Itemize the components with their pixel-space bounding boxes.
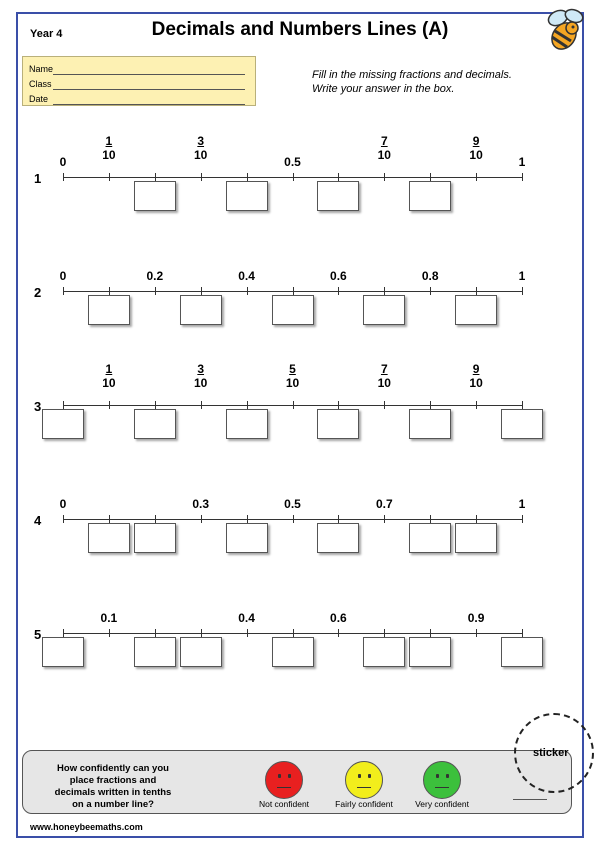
fraction-numerator: 1 — [105, 134, 113, 148]
answer-box[interactable] — [134, 637, 176, 667]
face-eye — [368, 774, 371, 778]
answer-box[interactable] — [226, 523, 268, 553]
confidence-question: How confidently can you place fractions and decimals written in tenths on a number line? — [54, 763, 172, 810]
confidence-panel — [22, 750, 572, 814]
fraction-label — [186, 134, 216, 162]
number-line-tick — [476, 173, 477, 181]
number-line-tick — [430, 629, 431, 637]
answer-box[interactable] — [317, 181, 359, 211]
number-line-tick — [109, 173, 110, 181]
number-line-tick — [201, 173, 202, 181]
fraction-numerator: 3 — [197, 134, 205, 148]
answer-box[interactable] — [180, 295, 222, 325]
number-line-tick — [384, 629, 385, 637]
answer-box[interactable] — [134, 523, 176, 553]
page-title: Decimals and Numbers Lines (A) — [151, 19, 449, 40]
number-line-tick — [430, 287, 431, 295]
face-eye — [436, 774, 439, 778]
number-line-tick — [201, 401, 202, 409]
number-line-tick — [63, 287, 64, 295]
answer-box[interactable] — [42, 637, 84, 667]
answer-box[interactable] — [88, 523, 130, 553]
fraction-denominator: 10 — [194, 376, 208, 390]
number-line-tick — [247, 287, 248, 295]
answer-box[interactable] — [226, 409, 268, 439]
fraction-label — [94, 362, 124, 390]
question-number: 1 — [34, 171, 42, 186]
answer-box[interactable] — [363, 637, 405, 667]
number-line-tick — [63, 515, 64, 523]
fraction-label — [369, 362, 399, 390]
decimal-label: 0.7 — [375, 497, 393, 511]
number-line-tick — [476, 287, 477, 295]
neutral-face-icon[interactable] — [345, 761, 383, 799]
number-line-tick — [63, 401, 64, 409]
number-line-tick — [63, 629, 64, 637]
decimal-label: 0 — [59, 155, 67, 169]
fraction-label — [186, 362, 216, 390]
decimal-label: 0.6 — [330, 611, 347, 625]
confidence-label: Very confident — [415, 799, 469, 809]
decimal-label: 0.3 — [192, 497, 210, 511]
fraction-label — [94, 134, 124, 162]
answer-box[interactable] — [180, 637, 222, 667]
fraction-label — [278, 362, 308, 390]
class-field[interactable] — [53, 89, 245, 90]
number-line-tick — [522, 401, 523, 409]
answer-box[interactable] — [409, 181, 451, 211]
decimal-label: 0 — [59, 269, 67, 283]
fraction-denominator: 10 — [377, 376, 391, 390]
question-number: 4 — [34, 513, 42, 528]
fraction-denominator: 10 — [194, 148, 208, 162]
fraction-denominator: 10 — [102, 376, 116, 390]
decimal-label: 0.2 — [146, 269, 164, 283]
number-line-tick — [430, 515, 431, 523]
number-line-tick — [430, 173, 431, 181]
answer-box[interactable] — [226, 181, 268, 211]
decimal-label: 1 — [518, 155, 526, 169]
number-line-tick — [201, 629, 202, 637]
answer-box[interactable] — [272, 295, 314, 325]
answer-box[interactable] — [134, 409, 176, 439]
class-label: Class — [29, 79, 52, 89]
decimal-label: 0.5 — [284, 497, 301, 511]
number-line-tick — [63, 173, 64, 181]
fraction-denominator: 10 — [469, 148, 483, 162]
date-label: Date — [29, 94, 49, 104]
answer-box[interactable] — [134, 181, 176, 211]
number-line-tick — [338, 401, 339, 409]
face-eye — [278, 774, 281, 778]
confidence-label: Not confident — [258, 799, 310, 809]
fraction-numerator: 5 — [289, 362, 296, 376]
number-line-tick — [522, 173, 523, 181]
fraction-numerator: 1 — [105, 362, 113, 376]
number-line-tick — [155, 287, 156, 295]
answer-box[interactable] — [363, 295, 405, 325]
face-eye — [446, 774, 449, 778]
happy-face-icon[interactable] — [423, 761, 461, 799]
instruction-line: Fill in the missing fractions and decimals. — [312, 69, 512, 81]
answer-box[interactable] — [409, 523, 451, 553]
number-line-tick — [522, 287, 523, 295]
decimal-label: 1 — [518, 269, 526, 283]
fraction-denominator: 10 — [469, 376, 483, 390]
number-line-tick — [338, 173, 339, 181]
number-line-tick — [476, 629, 477, 637]
name-class-date-box — [22, 56, 256, 106]
year-label: Year 4 — [30, 28, 63, 40]
number-line-tick — [155, 173, 156, 181]
sad-face-icon[interactable] — [265, 761, 303, 799]
instruction-line: Write your answer in the box. — [312, 83, 455, 95]
decimal-label: 0.5 — [284, 155, 301, 169]
question-number: 3 — [34, 399, 42, 414]
number-line-tick — [476, 515, 477, 523]
face-mouth — [435, 787, 449, 788]
answer-box[interactable] — [409, 637, 451, 667]
number-line-tick — [384, 287, 385, 295]
decimal-label: 0.9 — [467, 611, 485, 625]
number-line-tick — [384, 515, 385, 523]
name-label: Name — [29, 64, 54, 74]
fraction-numerator: 3 — [197, 362, 205, 376]
face-mouth — [277, 787, 291, 788]
decimal-label: 0.1 — [100, 611, 118, 625]
number-line-tick — [247, 401, 248, 409]
number-line-tick — [384, 173, 385, 181]
fraction-label — [461, 362, 491, 390]
number-line-tick — [293, 515, 294, 523]
number-line-tick — [247, 629, 248, 637]
decimal-label: 0.8 — [421, 269, 439, 283]
number-line-tick — [155, 629, 156, 637]
number-line-tick — [522, 515, 523, 523]
fraction-label — [369, 134, 399, 162]
question-number: 2 — [34, 285, 42, 300]
fraction-numerator: 7 — [380, 362, 388, 376]
fraction-numerator: 9 — [472, 362, 480, 376]
number-line-tick — [522, 629, 523, 637]
decimal-label: 0.6 — [330, 269, 347, 283]
face-mouth — [357, 787, 371, 788]
question-number: 5 — [34, 627, 42, 642]
number-line-tick — [201, 287, 202, 295]
decimal-label: 0.4 — [238, 269, 255, 283]
answer-box[interactable] — [455, 295, 497, 325]
fraction-denominator: 10 — [377, 148, 391, 162]
number-line-tick — [109, 515, 110, 523]
sticker-line — [513, 799, 547, 800]
number-line-tick — [476, 401, 477, 409]
answer-box[interactable] — [409, 409, 451, 439]
number-line-tick — [338, 629, 339, 637]
decimal-label: 0 — [59, 497, 67, 511]
number-line-tick — [155, 401, 156, 409]
fraction-numerator: 9 — [472, 134, 480, 148]
number-line-tick — [155, 515, 156, 523]
number-line-tick — [384, 401, 385, 409]
fraction-denominator: 10 — [102, 148, 116, 162]
number-line-tick — [247, 173, 248, 181]
answer-box[interactable] — [317, 523, 359, 553]
bee-logo-icon — [538, 4, 590, 56]
number-line-tick — [109, 287, 110, 295]
fraction-denominator: 10 — [285, 376, 300, 390]
fraction-numerator: 7 — [380, 134, 388, 148]
number-line-tick — [293, 173, 294, 181]
number-line-tick — [201, 515, 202, 523]
number-line-tick — [109, 401, 110, 409]
answer-box[interactable] — [501, 637, 543, 667]
answer-box[interactable] — [42, 409, 84, 439]
answer-box[interactable] — [88, 295, 130, 325]
number-line-tick — [430, 401, 431, 409]
confidence-label: Fairly confident — [335, 799, 393, 809]
number-line-tick — [109, 629, 110, 637]
sticker-label: sticker — [533, 747, 569, 759]
number-line-tick — [293, 629, 294, 637]
answer-box[interactable] — [272, 637, 314, 667]
fraction-label — [461, 134, 491, 162]
number-line-tick — [293, 401, 294, 409]
answer-box[interactable] — [317, 409, 359, 439]
number-line-tick — [247, 515, 248, 523]
face-eye — [288, 774, 291, 778]
date-field[interactable] — [53, 104, 245, 105]
face-eye — [358, 774, 361, 778]
number-line-tick — [338, 515, 339, 523]
number-line-tick — [293, 287, 294, 295]
number-line-tick — [338, 287, 339, 295]
answer-box[interactable] — [501, 409, 543, 439]
instructions — [312, 68, 512, 96]
decimal-label: 1 — [518, 497, 526, 511]
name-field[interactable] — [53, 74, 245, 75]
answer-box[interactable] — [455, 523, 497, 553]
website-link[interactable]: www.honeybeemaths.com — [30, 822, 143, 832]
decimal-label: 0.4 — [238, 611, 255, 625]
